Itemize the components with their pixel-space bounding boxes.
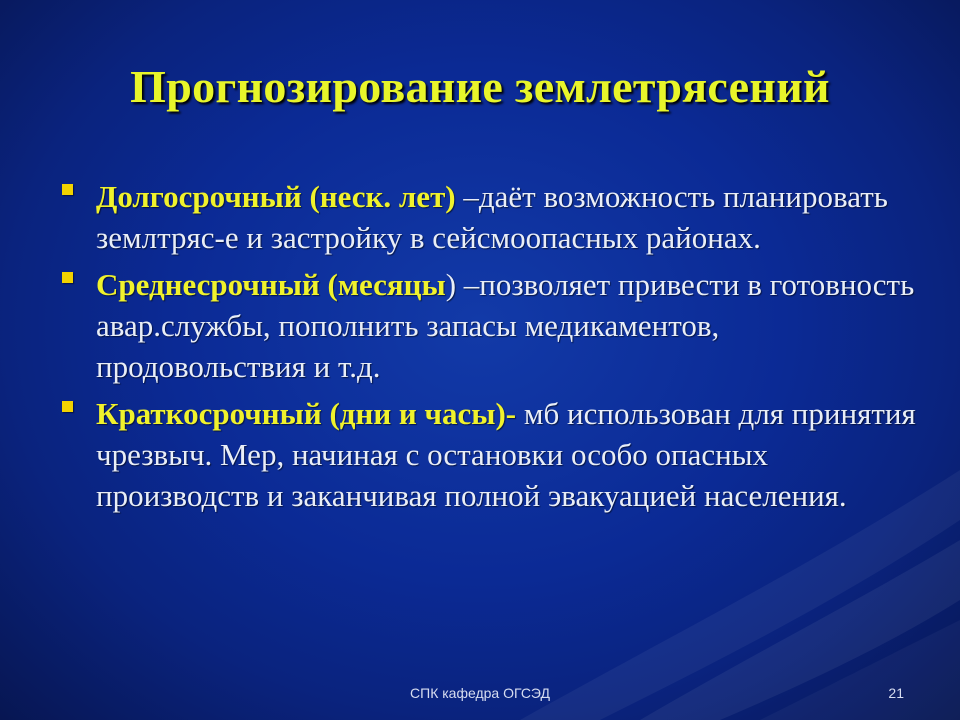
- square-bullet-icon: [62, 272, 73, 283]
- bullet-lead: Долгосрочный (неск. лет): [96, 179, 456, 214]
- page-number: 21: [888, 685, 904, 701]
- square-bullet-icon: [62, 401, 73, 412]
- bullet-list: [58, 176, 918, 522]
- bullet-text: ) –позволяет привести в готовность авар.службы, пополнить запасы медикаментов, продовольствия и т.д.: [96, 267, 915, 384]
- bullet-item-medium-term: [58, 264, 918, 387]
- bullet-item-long-term: [58, 176, 918, 258]
- bullet-lead: Краткосрочный (дни и часы)-: [96, 396, 517, 431]
- bullet-lead: Среднесрочный (месяцы: [96, 267, 446, 302]
- bullet-text: –даёт возможность планировать землтряс-е и застройку в сейсмоопасных районах.: [96, 179, 888, 255]
- slide-footer: СПК кафедра ОГСЭД: [410, 685, 550, 701]
- slide-title: Прогнозирование землетрясений: [130, 61, 830, 112]
- bullet-item-short-term: [58, 393, 918, 516]
- square-bullet-icon: [62, 184, 73, 195]
- bullet-text: мб использован для принятия чрезвыч. Мер, начиная с остановки особо опасных производств и заканчивая полной эвакуацией населения.: [96, 396, 916, 513]
